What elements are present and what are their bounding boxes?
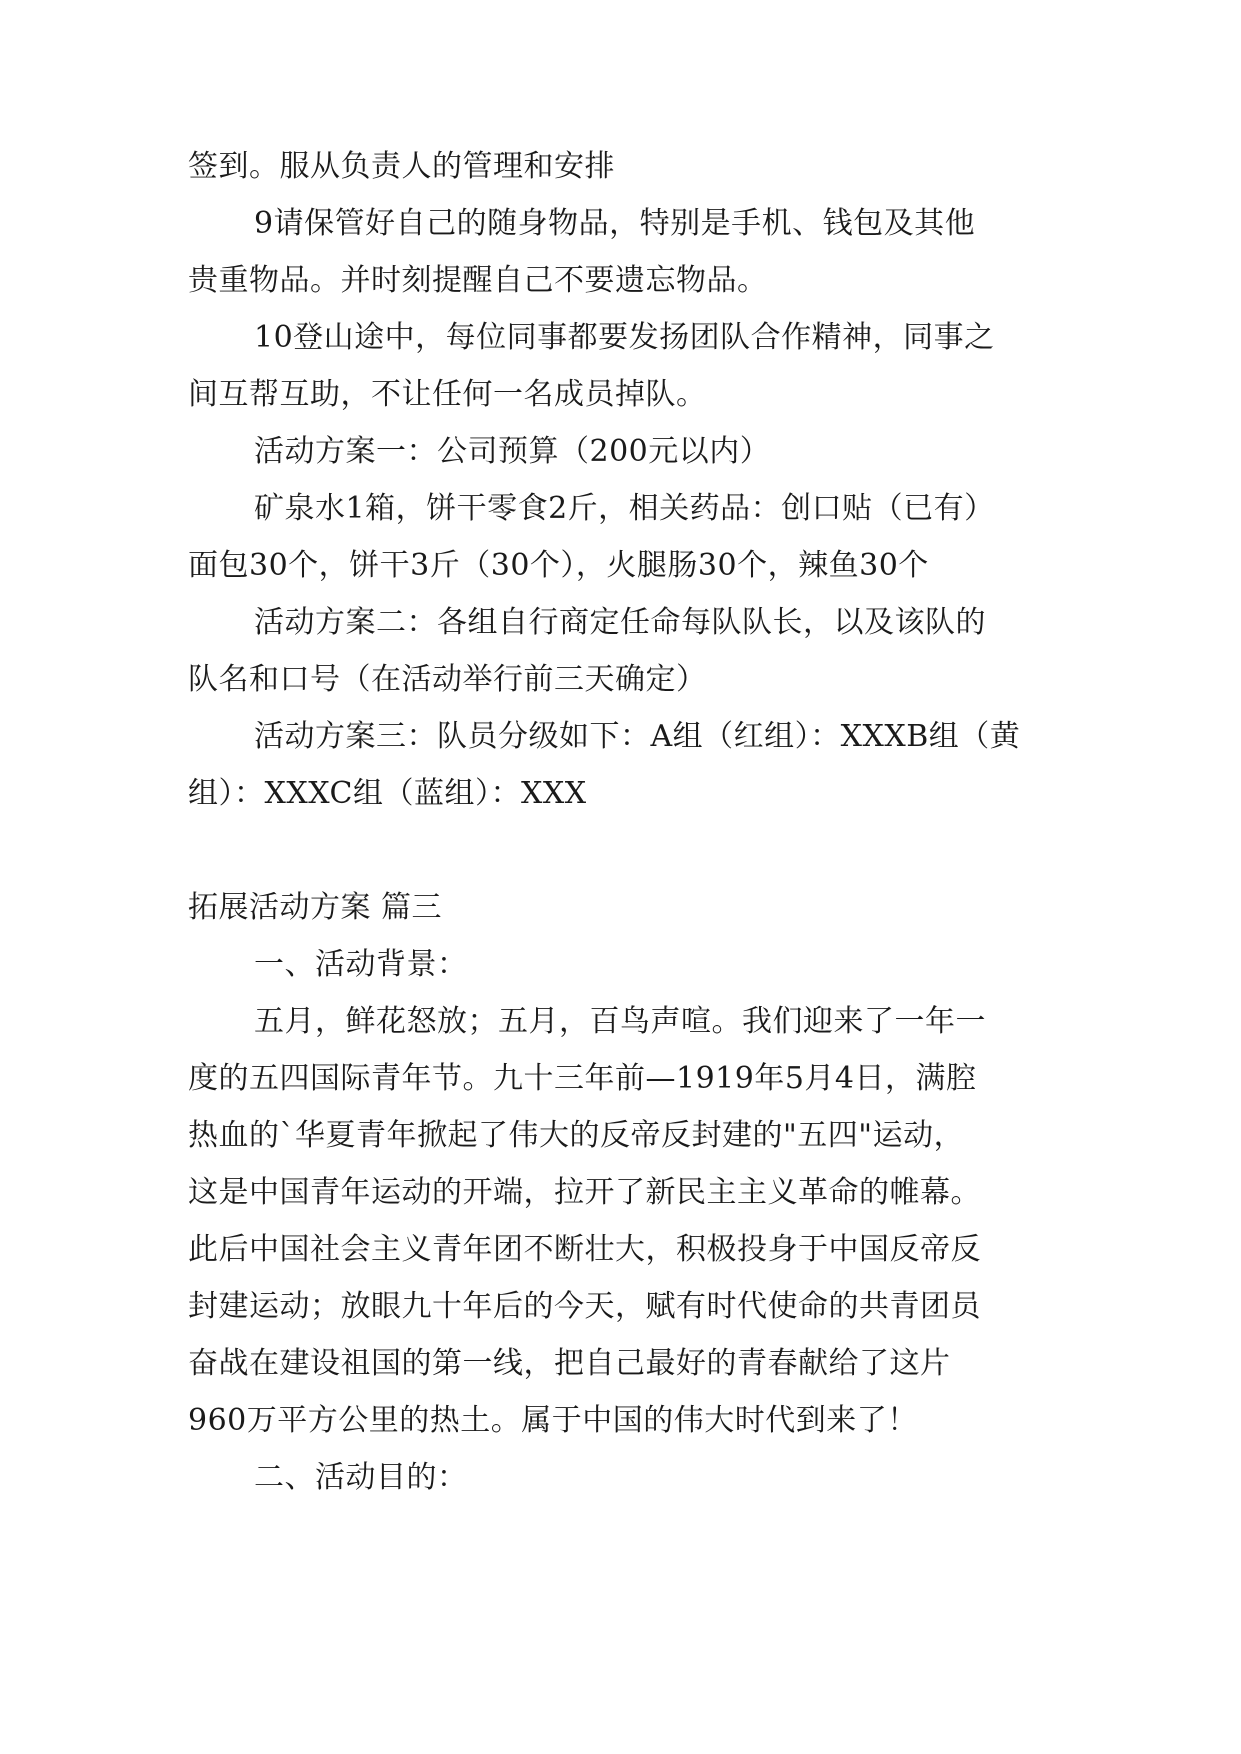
text-line: 活动方案三：队员分级如下：A组（红组）：XXXB组（黄 [254,719,1021,754]
text-line: 活动方案二：各组自行商定任命每队队长，以及该队的 [254,605,986,640]
text-line: 五月，鲜花怒放；五月，百鸟声喧。我们迎来了一年一 [254,1004,986,1039]
text-line: 贵重物品。并时刻提醒自己不要遗忘物品。 [188,263,768,298]
text-line: 活动方案一：公司预算（200元以内） [254,434,771,469]
text-line: 度的五四国际青年节。九十三年前—1919年5月4日，满腔 [188,1061,977,1096]
text-line: 面包30个，饼干3斤（30个），火腿肠30个，辣鱼30个 [188,548,929,583]
text-line: 矿泉水1箱，饼干零食2斤，相关药品：创口贴（已有） [254,491,995,526]
text-line: 10登山途中，每位同事都要发扬团队合作精神，同事之 [254,320,995,355]
text-line: 此后中国社会主义青年团不断壮大，积极投身于中国反帝反 [188,1232,981,1267]
text-line: 奋战在建设祖国的第一线，把自己最好的青春献给了这片 [188,1346,951,1381]
text-line: 间互帮互助，不让任何一名成员掉队。 [188,377,707,412]
text-line: 二、活动目的： [254,1460,468,1495]
text-line: 热血的`华夏青年掀起了伟大的反帝反封建的"五四"运动， [188,1118,965,1153]
text-line: 封建运动；放眼九十年后的今天，赋有时代使命的共青团员 [188,1289,981,1324]
text-line: 签到。服从负责人的管理和安排 [188,149,615,184]
text-line: 组）：XXXC组（蓝组）：XXX [188,776,587,811]
text-line: 这是中国青年运动的开端，拉开了新民主主义革命的帷幕。 [188,1175,981,1210]
section-heading: 拓展活动方案 篇三 [188,890,443,925]
text-line: 队名和口号（在活动举行前三天确定） [188,662,707,697]
text-line: 960万平方公里的热土。属于中国的伟大时代到来了！ [188,1403,918,1438]
text-line: 一、活动背景： [254,947,468,982]
text-line: 9请保管好自己的随身物品，特别是手机、钱包及其他 [254,206,976,241]
